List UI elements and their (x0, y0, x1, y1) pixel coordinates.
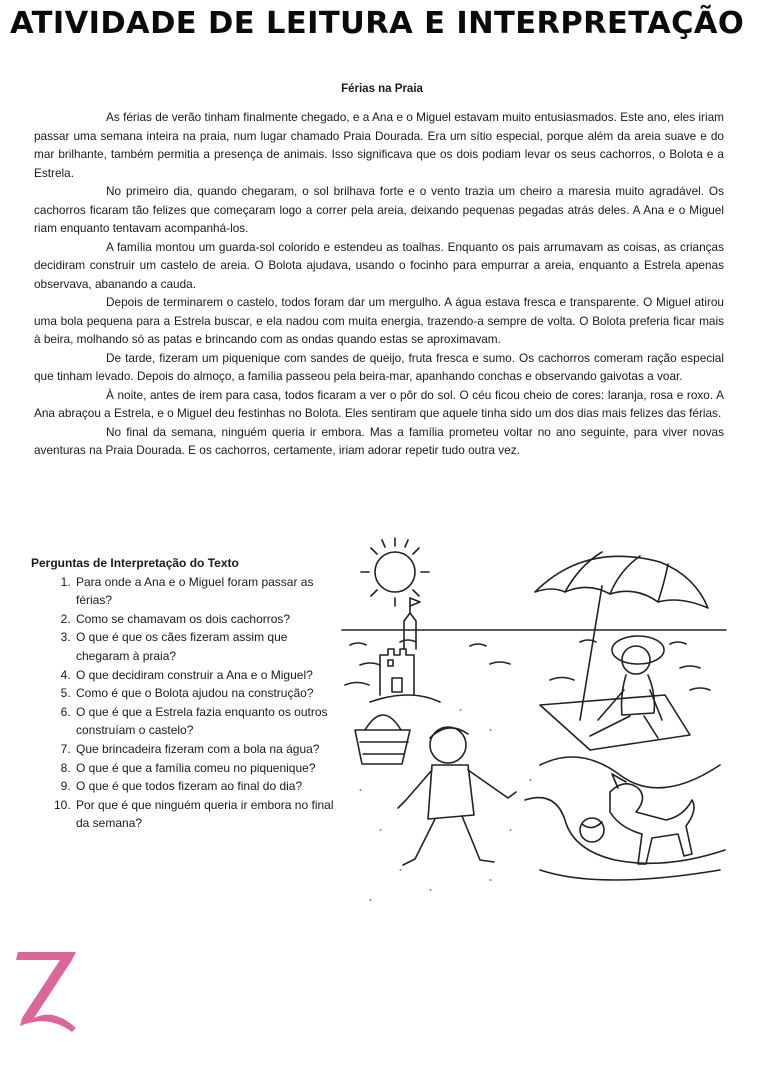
sand-texture (360, 710, 531, 900)
sun-icon (361, 538, 429, 606)
question-item: 3. O que é que os cães fizeram assim que chegaram à praia? (74, 628, 341, 665)
story-paragraph: No final da semana, ninguém queria ir embora. Mas a família prometeu voltar no ano seguinte, para viver novas aventuras na Praia Dourada. E os cachorros, certamente, iriam adorar repetir tudo outra vez. (34, 424, 724, 457)
story-paragraph: De tarde, fizeram um piquenique com sandes de queijo, fruta fresca e sumo. Os cachorros comeram ração especial que tinham levado. Depois do almoço, a família passeou pela beira-mar, apanhando conchas e observando gaivotas a voar. (34, 350, 724, 383)
sea-waves (342, 630, 726, 690)
question-item: 5. Como é que o Bolota ajudou na construção? (74, 684, 341, 703)
girl-figure (590, 636, 664, 738)
question-item: 7. Que brincadeira fizeram com a bola na água? (74, 740, 341, 759)
question-item: 6. O que é que a Estrela fazia enquanto os outros construíam o castelo? (74, 703, 341, 740)
question-item: 9. O que é que todos fizeram ao final do dia? (74, 777, 341, 796)
question-item: 8. O que é que a família comeu no piquenique? (74, 759, 341, 778)
story-text (34, 108, 724, 460)
page-title: ATIVIDADE DE LEITURA E INTERPRETAÇÃO (10, 6, 745, 41)
boy-figure (398, 727, 516, 865)
beach-scene-illustration (340, 530, 728, 915)
sand-castle-icon (370, 598, 440, 702)
question-item: 4. O que decidiram construir a Ana e o Miguel? (74, 666, 341, 685)
question-item: 1. Para onde a Ana e o Miguel foram passar as férias? (74, 573, 341, 610)
z-logo-icon (14, 948, 80, 1032)
questions-section (31, 554, 341, 833)
picnic-basket-icon (355, 715, 410, 764)
story-paragraph: A família montou um guarda-sol colorido e estendeu as toalhas. Enquanto os pais arrumavam as coisas, as crianças decidiram construir um castelo de areia. O Bolota ajudava, usando o focinho para empurrar a areia, enquanto a Estrela apenas observava, abanando a cauda. (34, 239, 724, 291)
story-title: Férias na Praia (341, 83, 423, 95)
shore-waves (525, 757, 725, 880)
story-paragraph: As férias de verão tinham finalmente chegado, e a Ana e o Miguel estavam muito entusiasmados. Este ano, eles iriam passar uma semana inteira na praia, num lugar chamado Praia Dourada. Era um sítio especial, porque além da areia suave e do mar brilhante, também permitia a presença de animais. Isso significava que os dois podiam levar os seus cachorros, o Bolota e a Estrela. (34, 110, 724, 180)
question-item: 2. Como se chamavam os dois cachorros? (74, 610, 341, 629)
story-paragraph: Depois de terminarem o castelo, todos foram dar um mergulho. A água estava fresca e transparente. O Miguel atirou uma bola pequena para a Estrela buscar, e ela nadou com muita energia, trazendo-a sempre de volta. O Bolota preferia ficar mais à beira, molhando só as patas e brincando com as ondas quando estas se aproximavam. (34, 295, 724, 346)
questions-list (31, 573, 341, 833)
beach-towel (540, 695, 690, 750)
story-paragraph: No primeiro dia, quando chegaram, o sol brilhava forte e o vento trazia um cheiro a maresia muito agradável. Os cachorros ficaram tão felizes que começaram logo a correr pela areia, deixando pequenas pegadas atrás deles. A Ana e o Miguel riam enquanto tentavam acompanhá-los. (34, 184, 724, 235)
story-paragraph: À noite, antes de irem para casa, todos ficaram a ver o pôr do sol. O céu ficou cheio de cores: laranja, rosa e roxo. A Ana abraçou a Estrela, e o Miguel deu festinhas no Bolota. Eles sentiram que aquele tinha sido um dos dias mais felizes das férias. (34, 387, 724, 420)
dog-figure (580, 774, 694, 864)
questions-heading: Perguntas de Interpretação do Texto (31, 556, 239, 570)
question-item: 10. Por que é que ninguém queria ir embora no final da semana? (74, 796, 341, 833)
